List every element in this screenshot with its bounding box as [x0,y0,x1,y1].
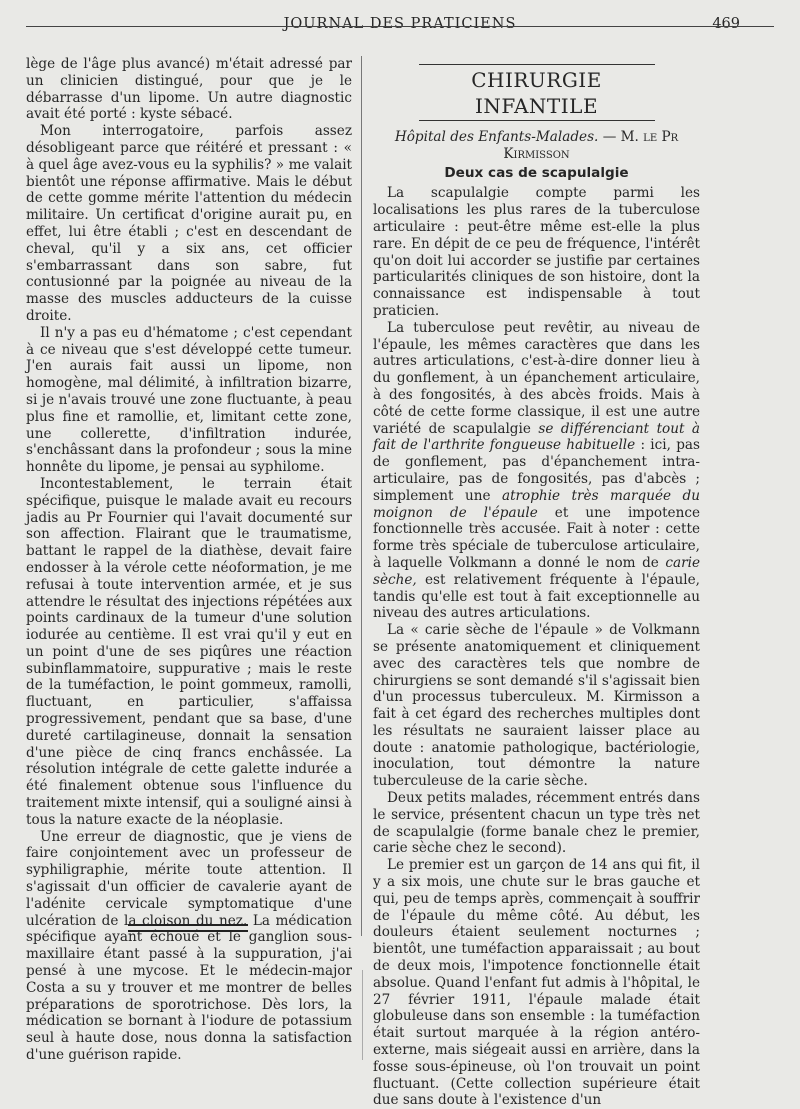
right-paragraph-4: Deux petits malades, récemment entrés dans le service, présentent chacun un type très net de scapulalgie (forme banale chez le premier, carie sèche chez le second). [373,790,700,857]
right-paragraph-3: La « carie sèche de l'épaule » de Volkmann se présente anatomiquement et cliniquement avec des caractères tels que nombre de chirurgiens se sont demandé s'il s'agissait bien d'un processus tuberculeux. M. Kirmisson a fait à cet égard des recherches multiples dont les résultats ne sauraient laisser place au doute : anatomie pathologique, bactériologie, inoculation, tout démontre la nature tuberculeuse de la carie sèche. [373,622,700,790]
running-title: JOURNAL DES PRATICIENS [283,16,517,32]
right-paragraph-2-text-a: La tuberculose peut revêtir, au niveau de l'épaule, les mêmes caractères que dans les autres articulations, c'est-à-dire donner lieu à du gonflement, à un épanchement articulaire, à des fongosités, à des abcès froids. Mais à côté de cette forme classique, il est une autre variété de scapulalgie [373,319,700,437]
left-paragraph-3: Il n'y a pas eu d'hématome ; c'est cependant à ce niveau que s'est développé cette tumeur. J'en aurais fait aussi un lipome, non homogène, mal délimité, à infiltration bizarre, si je n'avais trouvé une zone fluctuante, à peau plus fine et ramollie, et, limitant cette zone, une collerette, d'infiltration indurée, s'enchâssant dans la profondeur ; sous la mine honnête du lipome, je pensai au syphilome. [26,324,352,476]
left-paragraph-5: Une erreur de diagnostic, que je viens de faire conjointement avec un professeur de syphiligraphie, mérite toute attention. Il s'agissait d'un officier de cavalerie ayant de l'adénite cervicale symptomatique d'une ulcération de la cloison du nez. La médication spécifique ayant échoué et le ganglion sous-maxillaire étant passé à la suppuration, j'ai pensé à une mycose. Et le médecin-major Costa a su y trouver et me montrer de belles préparations de sporotrichose. Dès lors, la médication se bornant à l'iodure de potassium seul à haute dose, nous donna la satisfaction d'une guérison rapide. [26,828,352,1064]
right-paragraph-2-emphasis-3: carie sèche, [373,554,700,588]
right-paragraph-2-emphasis-2: atrophie très marquée du moignon de l'épaule [373,487,700,521]
left-paragraph-2: Mon interrogatoire, parfois assez désobligeant parce que réitéré et pressant : « à quel âge avez-vous eu la syphilis? » me valait bientôt une réponse affirmative. Mais le début de cette gomme mérite l'attention du médecin militaire. Un certificat d'origine aurait pu, en effet, lui être établi ; c'est en descendant de cheval, qu'il y a six ans, cet officier s'embarrassant dans son sabre, fut contusionné par la poignée au niveau de la masse des muscles adducteurs de la cuisse droite. [26,123,352,324]
right-paragraph-2-text-b: : ici, pas de gonflement, pas d'épanchement intra-articulaire, pas de fongosités, pas d'abcès ; simplement une [373,437,700,504]
column-divider [361,56,362,936]
right-paragraph-2-text-c: et une impotence fonctionnelle très accusée. Fait à noter : cette forme très spéciale de tuberculose articulaire, à laquelle Volkmann a donné le nom de [373,504,700,571]
article-end-rule [128,924,248,932]
right-paragraph-2 [373,320,700,622]
right-paragraph-5: Le premier est un garçon de 14 ans qui fit, il y a six mois, une chute sur le bras gauche et qui, peu de temps après, commençait à souffrir de l'épaule du même côté. Au début, les douleurs étaient seulement nocturnes ; bientôt, une tuméfaction apparaissait ; au bout de deux mois, l'impotence fonctionnelle était absolue. Quand l'enfant fut admis à l'hôpital, le 27 février 1911, l'épaule malade était globuleuse dans son ensemble : la tuméfaction était surtout marquée à la région antéro-externe, mais siégeait aussi en arrière, dans la fosse sous-épineuse, où l'on trouvait un point fluctuant. (Cette collection supérieure était due sans doute à l'existence d'un [373,857,700,1109]
section-title: CHIRURGIE INFANTILE [419,64,655,121]
left-column [26,56,352,1064]
page-header [30,16,770,46]
header-rule [26,26,774,27]
right-column [373,56,700,1109]
right-paragraph-2-emphasis-1: se différenciant tout à fait de l'arthrite fongueuse habituelle [373,420,701,454]
byline [373,129,700,163]
byline-hospital: Hôpital des Enfants-Malades. [394,129,599,145]
left-paragraph-4: Incontestablement, le terrain était spécifique, puisque le malade avait eu recours jadis au Pr Fournier qui l'avait documenté sur son affection. Flairant que le traumatisme, battant le rappel de la diathèse, devait faire endosser à la vérole cette néoformation, je me refusai à toute intervention armée, et je sus attendre le résultat des injections répétées aux points cardinaux de la tumeur d'une solution iodurée au centième. Il est vrai qu'il y eut en un point d'une de ses piqûres une réaction subinflammatoire, suppurative ; mais le reste de la tuméfaction, le point gommeux, ramolli, fluctuant, en particulier, s'affaissa progressivement, pendant que sa base, d'une dureté cartilagineuse, donnait la sensation d'une pièce de cinq francs enchâssée. La résolution intégrale de cette galette indurée a été finalement obtenue sous l'influence du traitement mixte intensif, qui a souligné ainsi à tous la nature exacte de la néoplasie. [26,475,352,828]
left-paragraph-1: lège de l'âge plus avancé) m'était adressé par un clinicien distingué, pour que je le débarrasse d'un lipome. Un autre diagnostic avait été porté : kyste sébacé. [26,56,352,123]
paper-crease [362,970,364,1060]
right-paragraph-2-text-d: est relativement fréquente à l'épaule, tandis qu'elle est tout à fait exceptionnelle au niveau des autres articulations. [373,571,700,622]
right-paragraph-1: La scapulalgie compte parmi les localisations les plus rares de la tuberculose articulaire : peut-être même est-elle la plus rare. En dépit de ce peu de fréquence, l'intérêt qu'on doit lui accorder se justifie par certaines particularités cliniques de son histoire, dont la connaissance est indispensable à tout praticien. [373,185,700,319]
article-subtitle: Deux cas de scapulalgie [444,164,629,181]
byline-author: — M. le Pr Kirmisson [503,129,679,162]
page-number: 469 [712,16,740,32]
